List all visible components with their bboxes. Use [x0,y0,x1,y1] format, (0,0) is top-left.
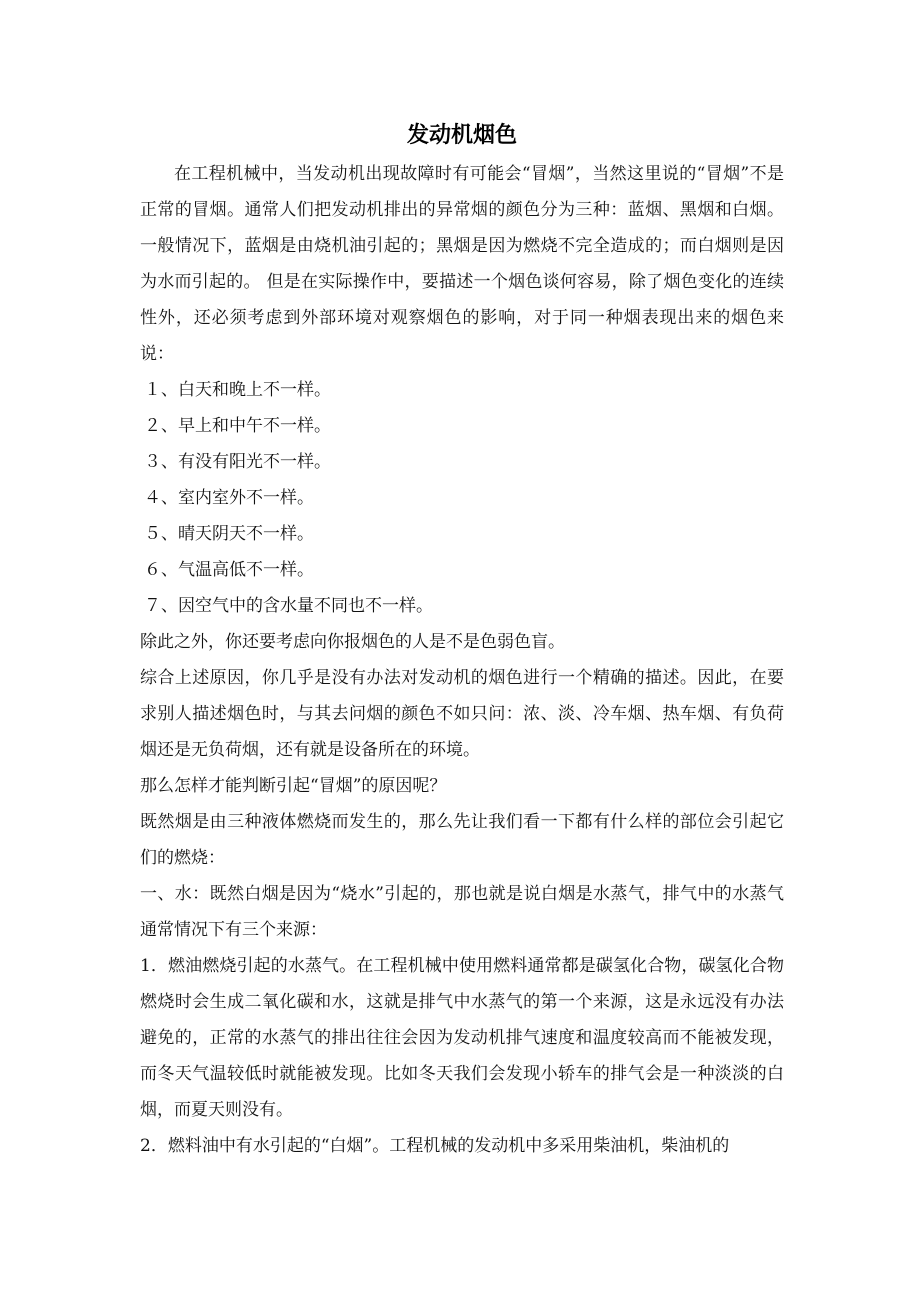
body-paragraph: 一、水：既然白烟是因为“烧水”引起的，那也就是说白烟是水蒸气，排气中的水蒸气通常情况下有三个来源： [140,884,784,940]
body-paragraph: 既然烟是由三种液体燃烧而发生的，那么先让我们看一下都有什么样的部位会引起它们的燃烧： [140,812,784,868]
list-item: ４、室内室外不一样。 [144,488,314,508]
list-item: ２、早上和中午不一样。 [144,416,331,436]
body-paragraph: 1．燃油燃烧引起的水蒸气。在工程机械中使用燃料通常都是碳氢化合物，碳氢化合物燃烧时会生成二氧化碳和水，这就是排气中水蒸气的第一个来源，这是永远没有办法避免的，正常的水蒸气的排出往往会因为发动机排气速度和温度较高而不能被发现，而冬天气温较低时就能被发现。比如冬天我们会发现小轿车的排气会是一种淡淡的白烟，而夏天则没有。 [140,956,784,1120]
document-body [140,116,784,1164]
list-item: ６、气温高低不一样。 [144,560,314,580]
body-paragraph: 那么怎样才能判断引起“冒烟”的原因呢？ [140,776,447,796]
body-paragraph: 2．燃料油中有水引起的“白烟”。工程机械的发动机中多采用柴油机，柴油机的 [140,1136,730,1156]
body-paragraph: 除此之外，你还要考虑向你报烟色的人是不是色弱色盲。 [140,632,565,652]
list-item: １、白天和晚上不一样。 [144,380,331,400]
body-paragraph: 综合上述原因，你几乎是没有办法对发动机的烟色进行一个精确的描述。因此，在要求别人描述烟色时，与其去问烟的颜色不如只问：浓、淡、冷车烟、热车烟、有负荷烟还是无负荷烟，还有就是设备所在的环境。 [140,668,784,760]
list-item: ３、有没有阳光不一样。 [144,452,331,472]
document-title: 发动机烟色 [406,123,517,148]
intro-paragraph: 在工程机械中，当发动机出现故障时有可能会“冒烟”，当然这里说的“冒烟”不是正常的冒烟。通常人们把发动机排出的异常烟的颜色分为三种：蓝烟、黑烟和白烟。一般情况下，蓝烟是由烧机油引起的；黑烟是因为燃烧不完全造成的；而白烟则是因为水而引起的。 但是在实际操作中，要描述一个烟色谈何容易，除了烟色变化的连续性外，还必须考虑到外部环境对观察烟色的影响，对于同一种烟表现出来的烟色来说： [140,164,784,364]
list-item: ７、因空气中的含水量不同也不一样。 [144,596,433,616]
list-item: ５、晴天阴天不一样。 [144,524,314,544]
